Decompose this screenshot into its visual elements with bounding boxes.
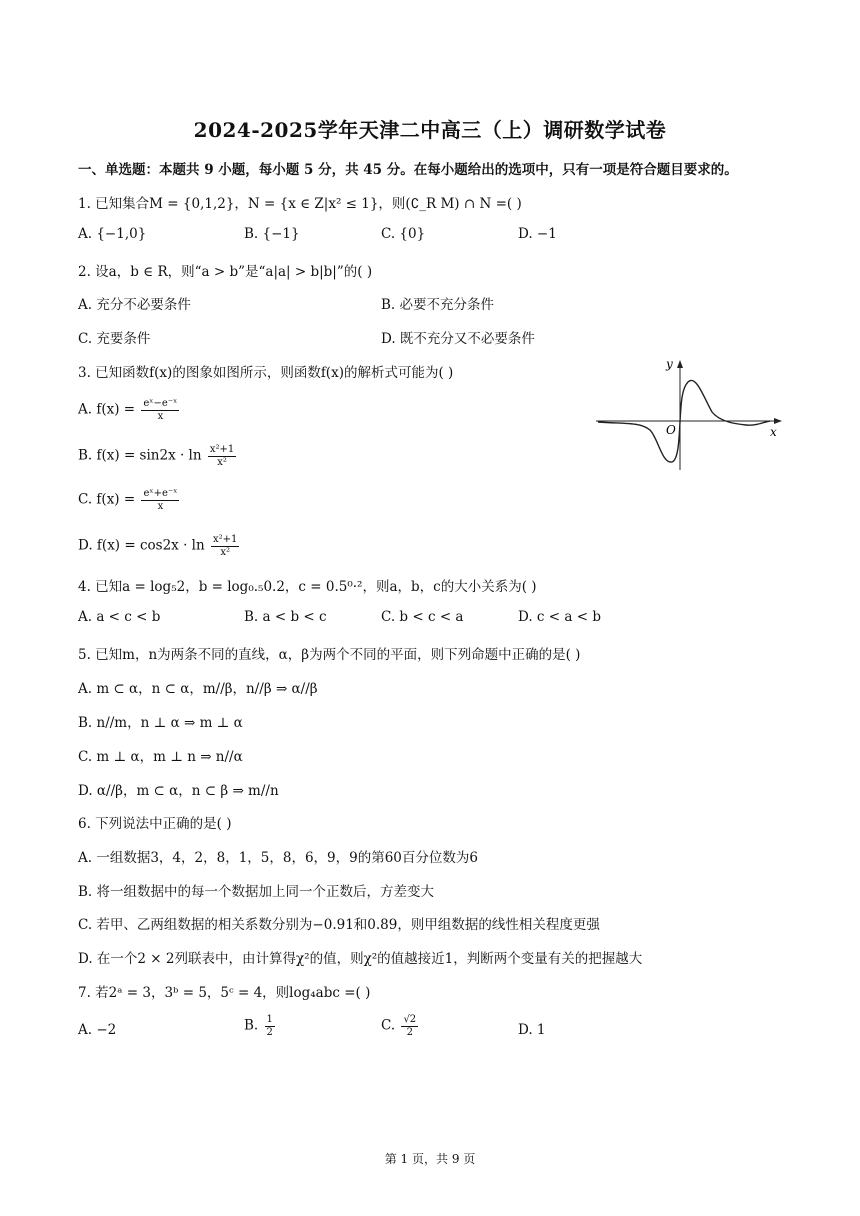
origin-label: O [666,423,676,437]
fraction-numerator: eˣ+e⁻ˣ [143,488,178,499]
q3-option-b [78,444,238,468]
fraction-numerator: x²+1 [212,534,238,545]
fraction-denominator: x [157,500,164,512]
question-7-stem: 7. 若2ᵃ = 3，3ᵇ = 5，5ᶜ = 4，则log₄abc =( ) [78,985,371,1001]
q5-option-a: A. m ⊂ α，n ⊂ α，m//β，n//β ⇒ α//β [78,681,318,697]
q3-option-c-fraction [141,488,179,512]
fraction-numerator: √2 [403,1014,417,1025]
q5-option-c: C. m ⊥ α，m ⊥ n ⇒ n//α [78,749,243,765]
q7-option-b-fraction [265,1014,275,1038]
q3-option-d-label: D. f(x) = cos2x · ln [78,537,205,554]
q3-option-b-fraction [208,444,236,468]
q7-option-c-fraction [401,1014,418,1038]
q3-option-c [78,488,181,512]
question-5-stem: 5. 已知m，n为两条不同的直线，α，β为两个不同的平面，则下列命题中正确的是( ) [78,647,581,663]
q4-option-c: C. b < c < a [381,609,464,625]
page-title: 2024-2025学年天津二中高三（上）调研数学试卷 [193,118,667,142]
fraction-numerator: x²+1 [209,444,235,455]
q6-option-c: C. 若甲、乙两组数据的相关系数分别为−0.91和0.89，则甲组数据的线性相关程度更强 [78,917,600,933]
fraction-numerator: 1 [266,1014,273,1025]
q3-option-a-fraction [141,398,179,422]
question-4-stem: 4. 已知a = log₅2，b = log₀.₅0.2，c = 0.5⁰·²，则a，b，c的大小关系为( ) [78,579,537,595]
q3-option-c-label: C. f(x) = [78,491,136,508]
question-2-stem: 2. 设a，b ∈ R，则“a > b”是“a|a| > b|b|”的( ) [78,264,373,280]
question-1-stem: 1. 已知集合M = {0,1,2}，N = {x ∈ Z|x² ≤ 1}，则(∁_R M) ∩ N =( ) [78,196,522,212]
q3-option-d [78,534,241,558]
q3-option-a [78,398,181,422]
q4-option-d: D. c < a < b [518,609,601,625]
q4-option-b: B. a < b < c [244,609,327,625]
function-graph [596,358,782,470]
q2-option-d: D. 既不充分又不必要条件 [381,331,535,347]
q7-option-b [244,1014,277,1038]
q2-option-a: A. 充分不必要条件 [78,297,191,313]
section-heading: 一、单选题：本题共 9 小题，每小题 5 分，共 45 分。在每小题给出的选项中，只有一项是符合题目要求的。 [78,162,738,178]
fraction-numerator: eˣ−e⁻ˣ [143,398,178,409]
q1-option-c: C. {0} [381,226,426,242]
x-axis-arrow [774,418,782,424]
q7-option-b-label: B. [244,1017,259,1034]
fraction-denominator: 2 [266,1026,273,1038]
q1-option-b: B. {−1} [244,226,300,242]
page-footer: 第 1 页，共 9 页 [384,1152,476,1166]
q7-option-c [381,1014,420,1038]
question-3-stem: 3. 已知函数f(x)的图象如图所示，则函数f(x)的解析式可能为( ) [78,365,454,381]
q3-option-d-fraction [211,534,239,558]
q5-option-b: B. n//m，n ⊥ α ⇒ m ⊥ α [78,715,243,731]
fraction-denominator: x² [217,456,227,468]
q3-option-b-label: B. f(x) = sin2x · ln [78,447,202,464]
q3-option-a-label: A. f(x) = [78,401,136,418]
q2-option-c: C. 充要条件 [78,331,151,347]
q1-option-a: A. {−1,0} [78,226,147,242]
q7-option-c-label: C. [381,1017,396,1034]
q7-option-a: A. −2 [78,1022,117,1038]
q1-option-d: D. −1 [518,226,557,242]
q2-option-b: B. 必要不充分条件 [381,297,495,313]
q6-option-a: A. 一组数据3，4，2，8，1，5，8，6，9，9的第60百分位数为6 [78,850,478,866]
q4-option-a: A. a < c < b [78,609,161,625]
fraction-denominator: x² [220,546,230,558]
q6-option-d: D. 在一个2 × 2列联表中，由计算得χ²的值，则χ²的值越接近1，判断两个变量有关的把握越大 [78,951,643,967]
fraction-denominator: 2 [406,1026,413,1038]
x-axis-label: x [770,425,777,439]
question-6-stem: 6. 下列说法中正确的是( ) [78,816,232,832]
fraction-denominator: x [157,410,164,422]
q6-option-b: B. 将一组数据中的每一个数据加上同一个正数后，方差变大 [78,884,435,900]
y-axis-label: y [666,358,673,371]
q7-option-d: D. 1 [518,1022,546,1038]
q5-option-d: D. α//β，m ⊂ α，n ⊂ β ⇒ m//n [78,783,279,799]
y-axis-arrow [677,360,683,368]
